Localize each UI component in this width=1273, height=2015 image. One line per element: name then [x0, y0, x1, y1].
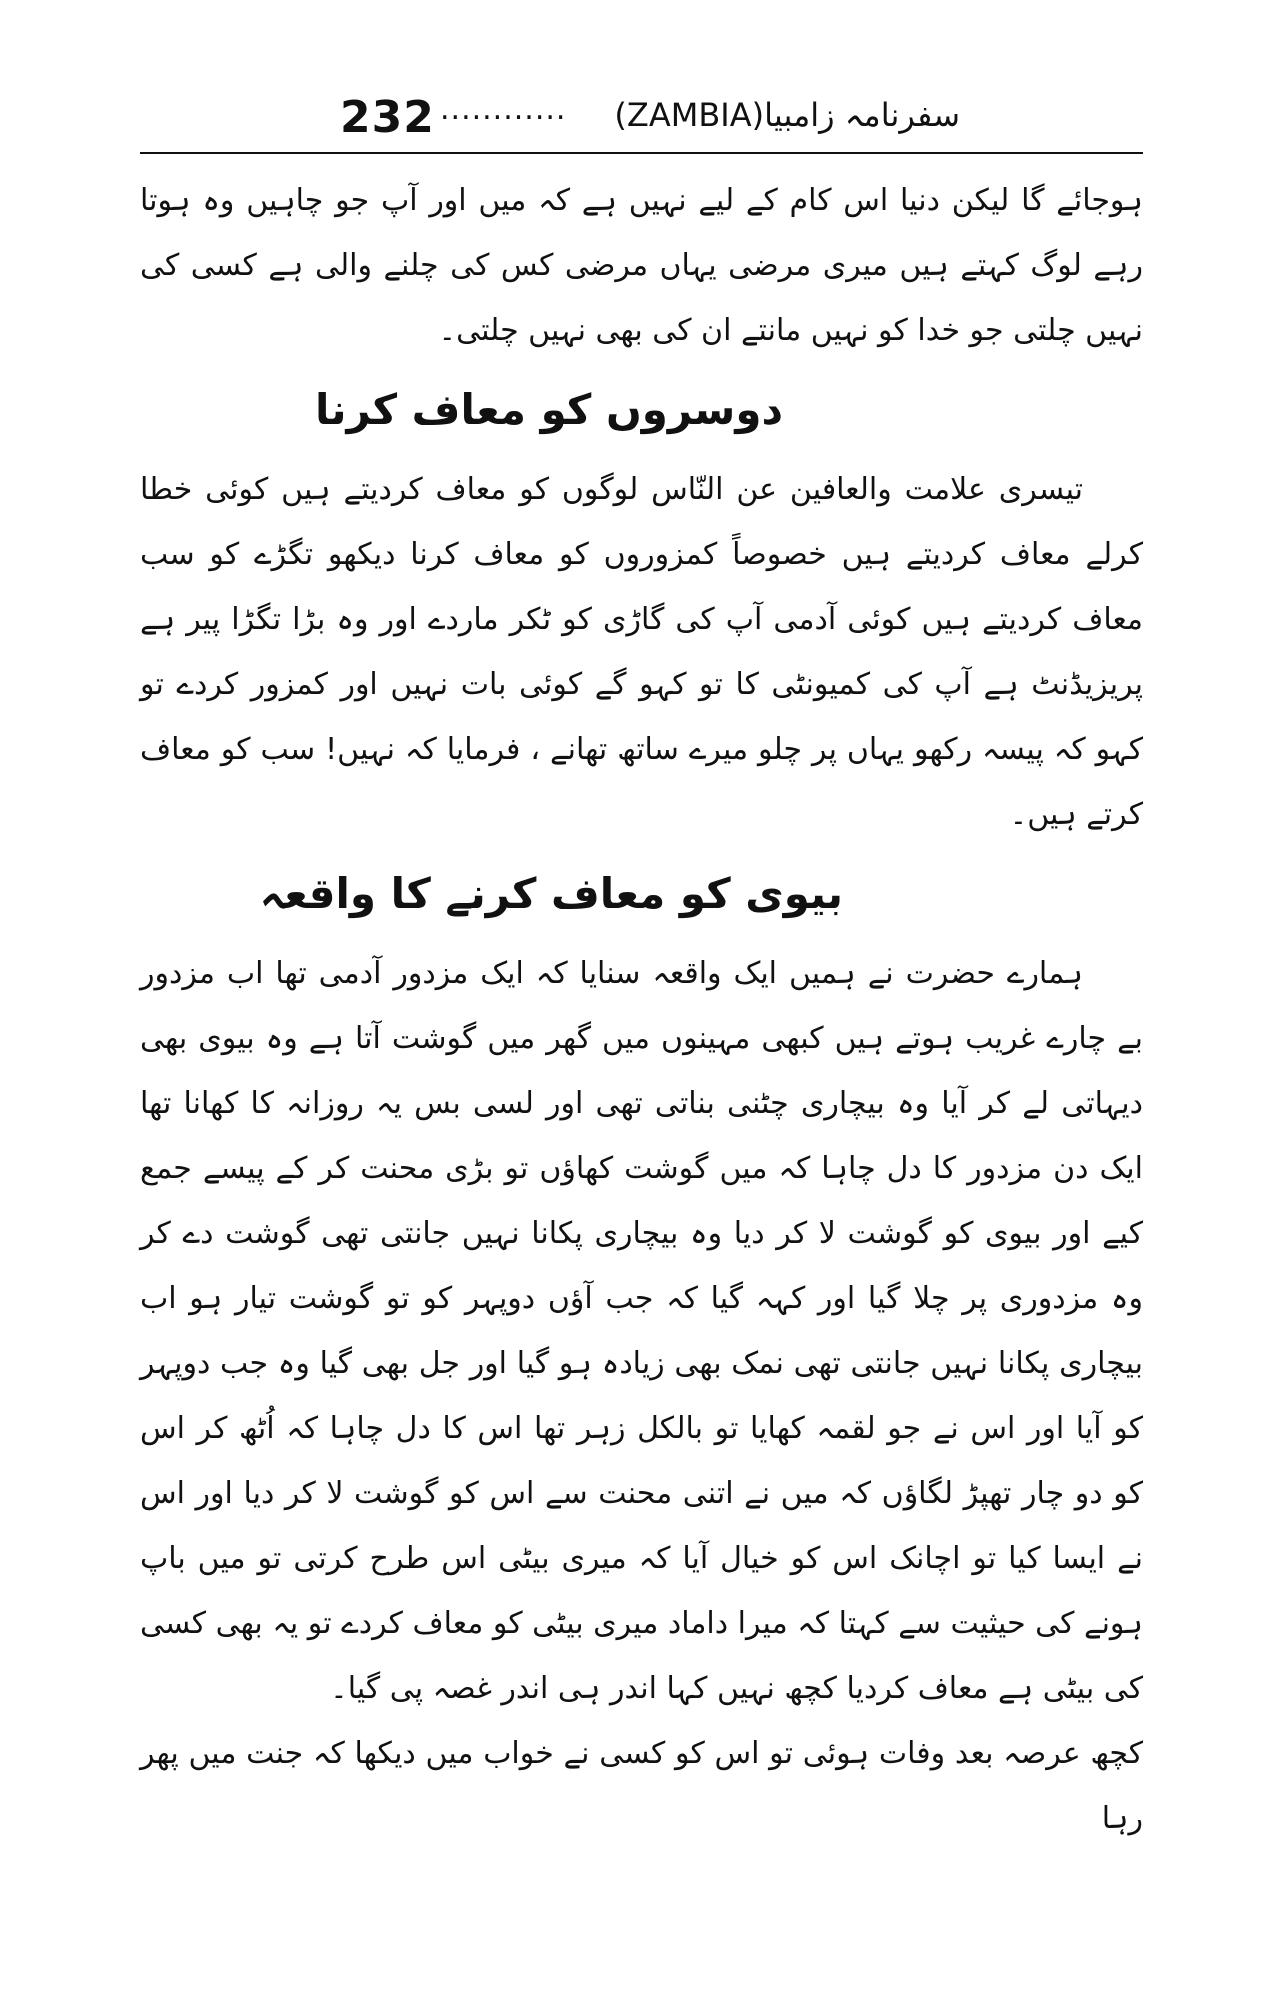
- paragraph-4: کچھ عرصہ بعد وفات ہوئی تو اس کو کسی نے خواب میں دیکھا کہ جنت میں پھر رہا: [140, 1736, 1143, 1836]
- running-title: سفرنامہ زامبیا(ZAMBIA): [614, 96, 960, 134]
- header-divider: [140, 152, 1143, 154]
- paragraph-1: ہوجائے گا لیکن دنیا اس کام کے لیے نہیں ہے کہ میں اور آپ جو چاہیں وہ ہوتا رہے لوگ کہتے ہیں میری مرضی یہاں مرضی کس کی چلنے والی ہے کسی کی نہیں چلتی جو خدا کو نہیں مانتے ان کی بھی نہیں چلتی۔: [140, 183, 1143, 348]
- paragraph-2: تیسری علامت والعافین عن النّاس لوگوں کو معاف کردیتے ہیں کوئی خطا کرلے معاف کردیتے ہیں خصوصاً کمزوروں کو معاف کرنا دیکھو تگڑے کو سب معاف کردیتے ہیں کوئی آدمی آپ کی گاڑی کو ٹکر ماردے اور وہ بڑا تگڑا پیر ہے پریزیڈنٹ ہے آپ کی کمیونٹی کا تو کہو گے کوئی بات نہیں اور کمزور کردے تو کہو کہ پیسہ رکھو یہاں پر چلو میرے ساتھ تھانے ، فرمایا کہ نہیں! سب کو معاف کرتے ہیں۔: [140, 472, 1143, 832]
- page-number: 232: [340, 92, 435, 143]
- header-dot-leader: ............: [440, 92, 567, 127]
- page-body: [140, 168, 1143, 1851]
- section-heading-forgiving-others: دوسروں کو معاف کرنا: [314, 385, 783, 434]
- paragraph-3: ہمارے حضرت نے ہمیں ایک واقعہ سنایا کہ ایک مزدور آدمی تھا اب مزدور بے چارے غریب ہوتے ہیں کبھی مہینوں میں گھر میں گوشت آتا ہے وہ بیوی بھی دیہاتی لے کر آیا وہ بیچاری چٹنی بناتی تھی اور لسی بس یہ روزانہ کا کھانا تھا ایک دن مزدور کا دل چاہا کہ میں گوشت کھاؤں تو بڑی محنت کر کے پیسے جمع کیے اور بیوی کو گوشت لا کر دیا وہ بیچاری پکانا نہیں جانتی تھی گوشت دے کر وہ مزدوری پر چلا گیا اور کہہ گیا کہ جب آؤں دوپہر کو تو گوشت تیار ہو اب بیچاری پکانا نہیں جانتی تھی نمک بھی زیادہ ہو گیا اور جل بھی گیا وہ جب دوپہر کو آیا اور اس نے جو لقمہ کھایا تو بالکل زہر تھا اس کا دل چاہا کہ اُٹھ کر اس کو دو چار تھپڑ لگاؤں کہ میں نے اتنی محنت سے اس کو گوشت لا کر دیا اور اس نے ایسا کیا تو اچانک اس کو خیال آیا کہ میری بیٹی اس طرح کرتی تو میں باپ ہونے کی حیثیت سے کہتا کہ میرا داماد میری بیٹی کو معاف کردے تو یہ بھی کسی کی بیٹی ہے معاف کردیا کچھ نہیں کہا اندر ہی اندر غصہ پی گیا۔: [140, 956, 1143, 1706]
- page-header: [140, 88, 1140, 158]
- section-heading-forgiving-wife: بیوی کو معاف کرنے کا واقعہ: [259, 869, 843, 918]
